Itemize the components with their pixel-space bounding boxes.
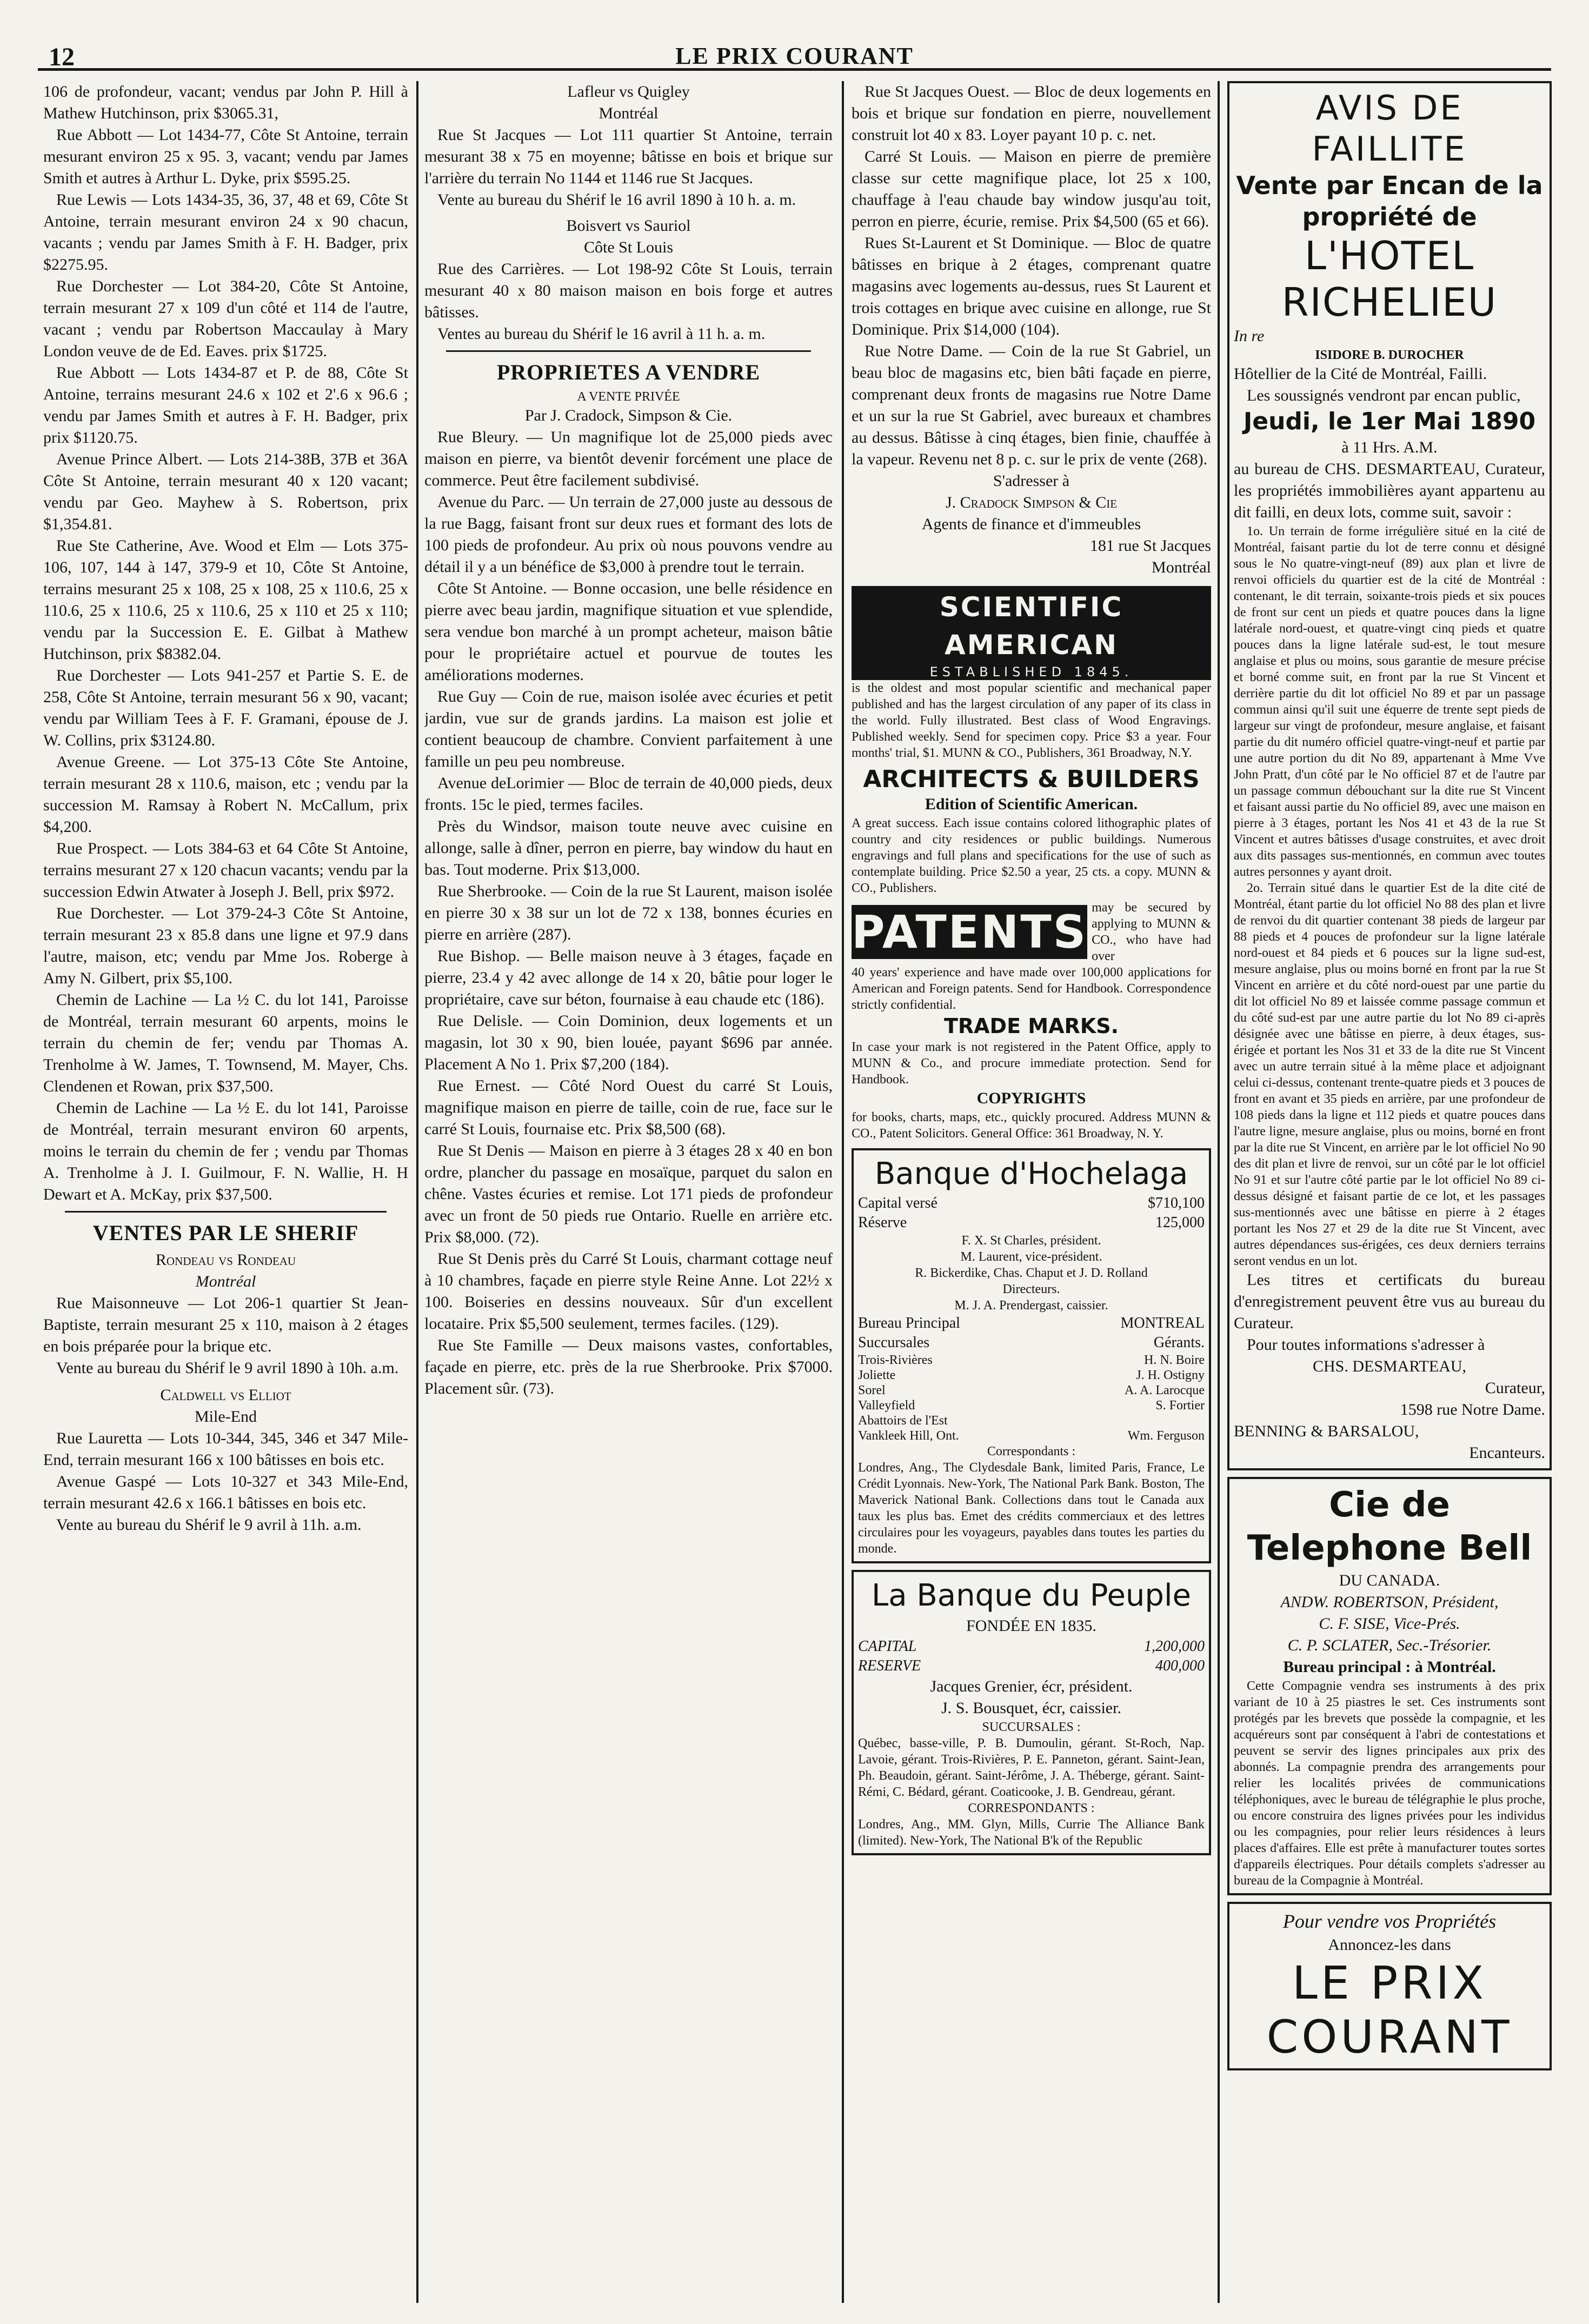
branch-name: Sorel xyxy=(858,1383,886,1397)
notice-titles: Les titres et certificats du bureau d'enregistrement peuvent être vus au bureau du Curateur. xyxy=(1234,1271,1545,1332)
officer-line: F. X. St Charles, président. xyxy=(961,1234,1101,1248)
article-paragraph: Rue Notre Dame. — Coin de la rue St Gabriel, un beau bloc de magasins etc, bien bâti façade en pierre, comprenant deux fronts de magasins rue Notre Dame et un sur la rue St Gabriel, avec bureaux et chambres au dessus. Bâtisse à cinq étages, bien finie, chauffée à la vapeur. Revenu net 8 p. c. sur le prix de vente (268). xyxy=(852,342,1211,468)
article-paragraph: Rue Lauretta — Lots 10-344, 345, 346 et 347 Mile-End, terrain mesurant 166 x 100 bâtisses en bois etc. xyxy=(43,1429,408,1469)
officer-line: J. S. Bousquet, écr, caissier. xyxy=(941,1699,1121,1717)
article-paragraph: Rue St Denis près du Carré St Louis, charmant cottage neuf à 10 chambres, façade en pierre style Reine Anne. Lot 22½ x 100. Boiseries en dessins nouveaux. Sûr d'un excellent locataire. Prix $5,500 seulement, termes faciles. (129). xyxy=(424,1250,833,1333)
officer-line: R. Bickerdike, Chas. Chaput et J. D. Rolland xyxy=(915,1266,1148,1280)
article-paragraph: Avenue du Parc. — Un terrain de 27,000 juste au dessous de la rue Bagg, faisant front sur deux rues et formant des lots de 100 pieds de profondeur. Au prix où nous pouvons vendre au détail il y a un bénéfice de $3,000 à prendre tout le terrain. xyxy=(424,493,833,576)
branch-manager: S. Fortier xyxy=(1155,1399,1205,1413)
article-paragraph: Chemin de Lachine — La ½ C. du lot 141, Paroisse de Montréal, terrain mesurant 60 arpents, moins le terrain du chemin de fer; vendu par Thomas A. Trenholme à W. James, T. Townsend, M. Mayer, Chs. Clendenen et Rowan, prix $37,500. xyxy=(43,991,408,1095)
case-title: Boisvert vs Sauriol xyxy=(566,217,691,235)
contact-city: Montréal xyxy=(1152,558,1211,576)
article-paragraph: Rue Bleury. — Un magnifique lot de 25,000 pieds avec maison en pierre, va bientôt devenir forcément une place de commerce. Peut être facilement subdivisé. xyxy=(424,428,833,489)
article-paragraph: Rue Sherbrooke. — Coin de la rue St Laurent, maison isolée en pierre 30 x 38 sur un lot de 72 x 138, bonnes écuries en pierre en arrière (287). xyxy=(424,882,833,943)
article-paragraph: Vente au bureau du Shérif le 9 avril 1890 à 10h. a.m. xyxy=(56,1359,399,1377)
auctioneers-title: Encanteurs. xyxy=(1469,1444,1545,1462)
sale-date: Jeudi, le 1er Mai 1890 xyxy=(1243,408,1536,435)
article-paragraph: Ventes au bureau du Shérif le 16 avril à 11 h. a. m. xyxy=(437,325,766,343)
masthead: LE PRIX COURANT xyxy=(675,43,914,69)
ad-title: SCIENTIFIC AMERICAN xyxy=(852,586,1211,664)
notice-subtitle: Vente par Encan de la propriété de xyxy=(1236,171,1543,231)
ad-subtitle: Edition of Scientific American. xyxy=(925,795,1138,813)
scientific-american-ad xyxy=(852,586,1211,1142)
ad-line: Pour vendre vos Propriétés xyxy=(1282,1910,1497,1932)
capital-value: $710,100 xyxy=(1148,1195,1205,1211)
article-paragraph: Rue St Denis — Maison en pierre à 3 étages 28 x 40 en bon ordre, plancher du passage en mosaïque, parquet du salon en chêne. Vastes écuries et remise. Lot 171 pieds de profondeur avec un front de 50 pieds rue Ontario. Ruelle en arrière etc. Prix $8,000. (72). xyxy=(424,1142,833,1246)
correspondents-text: Londres, Ang., MM. Glyn, Mills, Currie The Alliance Bank (limited). New-York, The National B'k of the Republic xyxy=(858,1817,1205,1848)
curator-title: Curateur, xyxy=(1485,1379,1545,1397)
ad-title: PATENTS xyxy=(852,905,1088,958)
reserve-label: Réserve xyxy=(858,1214,907,1231)
bell-telephone-ad xyxy=(1227,1477,1552,1895)
article-paragraph: Avenue Greene. — Lot 375-13 Côte Ste Antoine, terrain mesurant 28 x 110.6, maison, etc ; vendu par la succession M. Ramsay à Robert N. McCallum, prix $4,200. xyxy=(43,753,408,836)
article-paragraph: 106 de profondeur, vacant; vendus par John P. Hill à Mathew Hutchinson, prix $3065.31, xyxy=(43,83,408,122)
ad-text: is the oldest and most popular scientific and mechanical paper published and has the largest circulation of any paper of its class in the world. Fully illustrated. Best class of Wood Engravings. Published weekly. Send for specimen copy. Price $3 a year. Four months' trial, $1. MUNN & CO., Publishers, 361 Broadway, N.Y. xyxy=(852,681,1211,760)
banque-du-peuple-ad xyxy=(852,1570,1211,1855)
column-4 xyxy=(1227,81,1552,2303)
contact-address: 181 rue St Jacques xyxy=(1089,537,1211,555)
sales-list xyxy=(43,81,408,1206)
notice-title: AVIS DE FAILLITE xyxy=(1312,88,1467,169)
branch-manager: H. N. Boire xyxy=(1144,1353,1205,1367)
branch-name: Vankleek Hill, Ont. xyxy=(858,1429,959,1443)
branch-name: Abattoirs de l'Est xyxy=(858,1414,948,1428)
debtor-line: Hôtellier de la Cité de Montréal, Failli. xyxy=(1234,365,1487,383)
column-2 xyxy=(424,81,833,2303)
company-sub: DU CANADA. xyxy=(1339,1571,1440,1589)
article-paragraph: Avenue Prince Albert. — Lots 214-38B, 37B et 36A Côte St Antoine, terrain mesurant 40 x 120 vacant; vendu par Geo. Mayhew à S. Robertson, prix $1,354.81. xyxy=(43,450,408,533)
article-paragraph: Rue Ernest. — Côté Nord Ouest du carré St Louis, magnifique maison en pierre de taille, coin de rue, face sur le carré St Louis, fournaise etc. Prix $8,500 (68). xyxy=(424,1077,833,1138)
bureau-label: Bureau Principal xyxy=(858,1315,960,1331)
president-line: ANDW. ROBERTSON, Président, xyxy=(1280,1593,1499,1611)
branch-name: Joliette xyxy=(858,1368,896,1382)
ad-title: ARCHITECTS & BUILDERS xyxy=(863,765,1200,793)
bureau-city: MONTREAL xyxy=(1120,1315,1205,1331)
auctioneers: BENNING & BARSALOU, xyxy=(1234,1422,1419,1440)
page-number: 12 xyxy=(49,43,75,71)
notice-info: Pour toutes informations s'adresser à xyxy=(1247,1336,1485,1354)
contact-lead: S'adresser à xyxy=(993,472,1070,490)
section-rule xyxy=(446,350,811,352)
case-title: Rondeau vs Rondeau xyxy=(155,1251,296,1269)
properties-heading: PROPRIETES A VENDRE xyxy=(496,360,761,384)
article-paragraph: Avenue deLorimier — Bloc de terrain de 40,000 pieds, deux fronts. 15c le pied, termes faciles. xyxy=(424,774,833,814)
agent-line: Par J. Cradock, Simpson & Cie. xyxy=(524,407,733,424)
correspondents-text: Londres, Ang., The Clydesdale Bank, limited Paris, France, Le Crédit Lyonnais. New-York, The National Park Bank. Boston, The Maverick National Bank. Collections dans tout le Canada aux taux les plus bas. Emet des crédits commerciaux et des lettres circulaires pour les voyageurs, payables dans toutes les parties du monde. xyxy=(858,1461,1205,1556)
reserve-value: 400,000 xyxy=(1155,1657,1205,1674)
sheriff-sales-heading: VENTES PAR LE SHERIF xyxy=(92,1221,359,1245)
article-paragraph: Rue Dorchester — Lots 941-257 et Partie S. E. de 258, Côte St Antoine, terrain mesurant 56 x 90, vacant; vendu par William Tees à F. F. Gramani, épouse de J. W. Collins, prix $3124.80. xyxy=(43,667,408,749)
article-paragraph: Rue Prospect. — Lots 384-63 et 64 Côte St Antoine, terrains mesurant 27 x 120 chacun vacants; vendu par la succession Edwin Atwater à Joseph J. Bell, prix $972. xyxy=(43,840,408,901)
branch-manager: J. H. Ostigny xyxy=(1136,1368,1205,1382)
contact-name: J. Cradock Simpson & Cie xyxy=(945,494,1118,511)
capital-value: 1,200,000 xyxy=(1144,1638,1205,1655)
article-paragraph: Rue Delisle. — Coin Dominion, deux logements et un magasin, lot 30 x 90, bien louée, payant $696 par année. Placement A No 1. Prix $7,200 (184). xyxy=(424,1012,833,1073)
company-text: Cette Compagnie vendra ses instruments à des prix variant de 10 à 25 piastres le set. Ces instruments sont protégés par les brevets que possède la compagnie, et les acquéreurs sont par conséquent à l'abri de contestations et peuvent se servir des lignes principales aux prix des abonnés. La compagnie prendra des arrangements pour relier les localités privées de communications téléphoniques, avec le bureau de télégraphie le plus proche, ou encore construira des lignes privées pour les individus ou les compagnies, pour relier leurs résidences à leurs places d'affaires. Elle est prête à manufacturer toutes sortes d'appareils électriques. Pour détails complets s'adresser au bureau de la Compagnie à Montréal. xyxy=(1234,1679,1545,1888)
article-paragraph: Rue St Jacques — Lot 111 quartier St Antoine, terrain mesurant 38 x 75 en moyenne; bâtisse en bois et brique sur l'arrière du terrain No 1144 et 1146 rue St Jacques. xyxy=(424,126,833,187)
article-paragraph: Rue Dorchester. — Lot 379-24-3 Côte St Antoine, terrain mesurant 23 x 85.8 dans une ligne et 97.9 dans l'autre, maison, etc; vendu par Mme Jos. Roberge à Amy N. Gilbert, prix $5,100. xyxy=(43,904,408,987)
case-place: Montréal xyxy=(599,104,659,122)
debtor-name: ISIDORE B. DUROCHER xyxy=(1315,348,1464,362)
ad-text: may be secured by applying to MUNN & CO., who have had over xyxy=(1092,901,1211,963)
bank-title: Banque d'Hochelaga xyxy=(874,1156,1188,1191)
capital-label: CAPITAL xyxy=(858,1638,917,1655)
curator-name: CHS. DESMARTEAU, xyxy=(1312,1357,1467,1375)
ad-subtitle: ESTABLISHED 1845. xyxy=(852,664,1211,680)
branch-manager: A. A. Larocque xyxy=(1125,1383,1205,1397)
page-header xyxy=(38,42,1551,71)
contact-line: Agents de finance et d'immeubles xyxy=(921,515,1141,533)
article-paragraph: Rue Abbott — Lot 1434-77, Côte St Antoine, terrain mesurant environ 25 x 95. 3, vacant; vendu par James Smith et autres à Arthur L. Dyke, prix $595.25. xyxy=(43,126,408,187)
hotel-name: L'HOTEL RICHELIEU xyxy=(1281,233,1498,325)
article-paragraph: Rue Abbott — Lots 1434-87 et P. de 88, Côte St Antoine, terrains mesurant 24.6 x 102 et 2'.6 x 96.6 ; vendu par James Smith et autres à F. H. Badger, prix prix $1120.75. xyxy=(43,364,408,447)
officer-line: M. Laurent, vice-président. xyxy=(960,1250,1102,1264)
notice-intro: Les soussignés vendront par encan public, xyxy=(1247,387,1521,404)
capital-label: Capital versé xyxy=(858,1195,938,1211)
bank-title: La Banque du Peuple xyxy=(872,1578,1191,1613)
case-place: Côte St Louis xyxy=(583,238,673,256)
sale-place: au bureau de CHS. DESMARTEAU, Curateur, les propriétés immobilières ayant appartenu au dit failli, en deux lots, comme suit, savoir : xyxy=(1234,460,1545,521)
sale-time: à 11 Hrs. A.M. xyxy=(1341,438,1438,456)
vice-president-line: C. F. SISE, Vice-Prés. xyxy=(1319,1615,1460,1633)
bankruptcy-notice xyxy=(1227,81,1552,1470)
branch-manager: Wm. Ferguson xyxy=(1127,1429,1205,1443)
article-paragraph: Près du Windsor, maison toute neuve avec cuisine en allonge, salle à dîner, perron en pierre, bay window du haut en bas. Tout moderne. Prix $13,000. xyxy=(424,817,833,878)
article-paragraph: Avenue Gaspé — Lots 10-327 et 343 Mile-End, terrain mesurant 42.6 x 166.1 bâtisses en bois etc. xyxy=(43,1473,408,1512)
article-paragraph: Carré St Louis. — Maison en pierre de première classe sur cette magnifique place, lot 25 x 100, chauffage à l'eau chaude bay window jusqu'au toit, perron en pierre, écurie, remise. Prix $4,500 (65 et 66). xyxy=(852,148,1211,230)
branch-name: Trois-Rivières xyxy=(858,1353,933,1367)
article-paragraph: Côte St Antoine. — Bonne occasion, une belle résidence en pierre avec beau jardin, magnifique situation et vue splendide, sera vendue bon marché à un prompt acheteur, maison bâtie pour le propriétaire actuel et pourvue de toutes les améliorations modernes. xyxy=(424,580,833,684)
article-paragraph: Rue Maisonneuve — Lot 206-1 quartier St Jean-Baptiste, terrain mesurant 25 x 110, maison à 2 étages en bois préparée pour la brique etc. xyxy=(43,1294,408,1355)
managers-label: Gérants. xyxy=(1153,1334,1205,1351)
officer-line: Jacques Grenier, écr, président. xyxy=(930,1677,1133,1695)
ad-text: In case your mark is not registered in the Patent Office, apply to MUNN & Co., and procure immediate protection. Send for Handbook. xyxy=(852,1040,1211,1087)
article-paragraph: Rue Ste Catherine, Ave. Wood et Elm — Lots 375-106, 107, 144 à 147, 379-9 et 10, Côte St Antoine, terrains mesurant 25 x 108, 25 x 108, 25 x 110.6, 25 x 110.6, 25 x 110.6, 25 x 110.6, 25 x 110 et 25 x 110; vendu par la Succession E. E. Gilbat à Mathew Hutchinson, prix $8382.04. xyxy=(43,537,408,663)
branches-label: Succursales xyxy=(858,1334,930,1351)
private-sale-label: A VENTE PRIVÉE xyxy=(577,390,680,404)
section-rule xyxy=(65,1211,387,1213)
article-paragraph: Rue Bishop. — Belle maison neuve à 3 étages, façade en pierre, 23.4 y 42 avec allonge de 14 x 20, bâtie pour loger le propriétaire, cave sur béton, fournaise à eau chaude etc (186). xyxy=(424,947,833,1008)
column-1 xyxy=(43,81,408,2303)
branches-text: Québec, basse-ville, P. B. Dumoulin, gérant. St-Roch, Nap. Lavoie, gérant. Trois-Rivières, P. E. Panneton, gérant. Saint-Jean, Ph. Beaudoin, gérant. Saint-Jérôme, J. A. Théberge, gérant. Saint-Rémi, C. Bédard, gérant. Coaticooke, J. B. Gendreau, gérant. xyxy=(858,1736,1205,1799)
article-paragraph: Rue Guy — Coin de rue, maison isolée avec écuries et petit jardin, vue sur de grands jardins. La maison est jolie et contient beaucoup de chambre. Convient parfaitement à une famille un peu peu nombreuse. xyxy=(424,688,833,770)
banque-hochelaga-ad xyxy=(852,1148,1211,1563)
case-title: Caldwell vs Elliot xyxy=(160,1386,291,1404)
branch-name: Valleyfield xyxy=(858,1399,915,1413)
branches-title: SUCCURSALES : xyxy=(982,1720,1081,1734)
ad-line: Annoncez-les dans xyxy=(1328,1936,1451,1954)
company-name: Cie de Telephone Bell xyxy=(1247,1485,1532,1568)
ad-text: 40 years' experience and have made over 100,000 applications for American and Foreign patents. Send for Handbook. Correspondence strictly confidential. xyxy=(852,965,1211,1012)
secretary-line: C. P. SCLATER, Sec.-Trésorier. xyxy=(1287,1636,1492,1654)
ad-text: for books, charts, maps, etc., quickly procured. Address MUNN & CO., Patent Solicitors. General Office: 361 Broadway, N. Y. xyxy=(852,1110,1211,1141)
officer-line: Directeurs. xyxy=(1002,1282,1060,1296)
article-paragraph: Chemin de Lachine — La ½ E. du lot 141, Paroisse de Montréal, terrain mesurant environ 60 arpents, moins le terrain du chemin de fer ; vendu par Thomas A. Trenholme à J. I. Guilmour, F. N. Wallie, H. H Dewart et A. McKay, prix $37,500. xyxy=(43,1099,408,1203)
article-paragraph: Rue Dorchester — Lot 384-20, Côte St Antoine, terrain mesurant 27 x 109 d'un côté et 114 de l'autre, vacant ; vendu par Robertson Maccaulay à Mary London veuve de de Ed. Eaves. prix $1725. xyxy=(43,277,408,360)
article-paragraph: Rue des Carrières. — Lot 198-92 Côte St Louis, terrain mesurant 40 x 80 maison maison en bois forge et autres bâtisses. xyxy=(424,260,833,321)
article-paragraph: Rue St Jacques Ouest. — Bloc de deux logements en bois et brique sur fondation en pierre, nouvellement construit lot 40 x 83. Loyer payant 10 p. c. net. xyxy=(852,83,1211,144)
case-place: Mile-End xyxy=(195,1408,257,1426)
prix-courant-ad xyxy=(1227,1902,1552,2070)
ad-title: LE PRIX COURANT xyxy=(1266,1956,1513,2063)
columns xyxy=(43,81,1552,2303)
article-paragraph: Rues St-Laurent et St Dominique. — Bloc de quatre bâtisses en brique à 2 étages, comprenant quatre magasins avec logements au-dessus, rues St Laurent et trois cottages en brique avec cuisine en allonge, rue St Dominique. Prix $14,000 (104). xyxy=(852,234,1211,338)
lot-description: 2o. Terrain situé dans le quartier Est de la dite cité de Montréal, étant partie du lot officiel No 88 des plan et livre de renvoi du dit quartier contenant 38 pieds de largeur par 88 pieds et 4 pouces de profondeur sur la ligne latérale nord-ouest et 84 pieds et 6 pouces sur la ligne sud-est, mesure anglaise, plus ou moins borné en front par la rue St Vincent en arrière et du côté nord-ouest par une partie du dit lot officiel No 89 et laissée comme passage commun et du côté sud-est par une autre partie du lot No 89 ci-après désignée avec une bâtisse en pierre, à deux étages, sus-érigée et portant les Nos 31 et 33 de la dite rue St Vincent avec un autre terrain situé à la même place et adjoignant celui ci-dessus, contenant trente-quatre pieds et 3 pouces de front en avant et 35 pieds en arrière, par une profondeur de 108 pieds dans la ligne et 112 pieds et quatre pouces dans l'autre ligne, mesure anglaise, plus ou moins, borné en front par la dite rue St Vincent, en arrière par le lot officiel No 90 des dit plan et livre de renvoi, sur un côté par le lot officiel No 91 et sur l'autre côté partie par le lot officiel No 89 ci-dessus désigné et faisant partie de ce lot, et les passages sus-mentionnés avec une bâtisse en pierre à 2 étages portant les Nos 27 et 29 de la dite rue St Vincent, avec autres dépendances sus-érigées, ces deux derniers terrains seront vendus en un lot. xyxy=(1234,881,1545,1268)
correspondents-title: Correspondants : xyxy=(987,1444,1076,1459)
reserve-value: 125,000 xyxy=(1155,1214,1205,1231)
curator-address: 1598 rue Notre Dame. xyxy=(1400,1401,1545,1419)
in-re-label: In re xyxy=(1234,327,1265,345)
lot-description: 1o. Un terrain de forme irrégulière situé en la cité de Montréal, faisant partie du lot de terre connu et désigné sous le No quatre-vingt-neuf (89) aux plan et livre de renvoi officiels du quartier est de la cité de Montréal : contenant, le dit terrain, soixante-trois pieds et six pouces de front sur cent un pieds et quatre pouces dans la ligne latérale nord-ouest, et quatre-vingt cinq pieds et quatre pouces dans la ligne latérale sud-est, le tout mesure anglaise et plus ou moins, sous garantie de mesure précise et borné comme suit, en front par la rue St Vincent et derrière partie du dit lot officiel No 89 et par un passage commun ainsi qu'il suit une équerre de trente sept pieds de largeur sur vingt de profondeur, mesure anglaise, et faisant partie du dit numéro officiel quatre-vingt-neuf et partie par une autre portion du dit No 89, appartenant à Mme Vve John Pratt, d'un côté par le No officiel 87 et de l'autre par un passage commun débouchant sur la dite rue St Vincent et faisant aussi partie du No officiel 89, avec une maison en pierre à 3 étages, portant les Nos 41 et 43 de la rue St Vincent et autres bâtisses d'usage construites, et avec droit aux dits passages sus-mentionnés, en commun avec toutes autres personnes y ayant droit. xyxy=(1234,524,1545,879)
ad-title: TRADE MARKS. xyxy=(943,1014,1119,1038)
ad-title: COPYRIGHTS xyxy=(976,1089,1086,1107)
article-paragraph: Rue Lewis — Lots 1434-35, 36, 37, 48 et 69, Côte St Antoine, terrain mesurant environ 24 x 90 chacun, vacants ; vendu par James Smith à F. H. Badger, prix $2275.95. xyxy=(43,191,408,274)
bank-founded: FONDÉE EN 1835. xyxy=(966,1617,1096,1635)
case-title: Lafleur vs Quigley xyxy=(567,83,690,101)
case-place: Montréal xyxy=(195,1273,256,1290)
head-office: Bureau principal : à Montréal. xyxy=(1283,1658,1496,1676)
correspondents-title: CORRESPONDANTS : xyxy=(968,1801,1095,1815)
ad-text: A great success. Each issue contains colored lithographic plates of country and city residences or public buildings. Numerous engravings and full plans and specifications for the use of such as contemplate building. Price $2.50 a year, 25 cts. a copy. MUNN & CO., Publishers. xyxy=(852,816,1211,895)
article-paragraph: Vente au bureau du Shérif le 16 avril 1890 à 10 h. a. m. xyxy=(437,191,796,209)
article-paragraph: Rue Ste Famille — Deux maisons vastes, confortables, façade en pierre, etc. près de la rue Sherbrooke. Prix $7000. Placement sûr. (73). xyxy=(424,1336,833,1397)
officer-line: M. J. A. Prendergast, caissier. xyxy=(954,1298,1108,1313)
article-paragraph: Vente au bureau du Shérif le 9 avril à 11h. a.m. xyxy=(56,1516,362,1534)
reserve-label: RESERVE xyxy=(858,1657,921,1674)
column-3 xyxy=(852,81,1211,2303)
